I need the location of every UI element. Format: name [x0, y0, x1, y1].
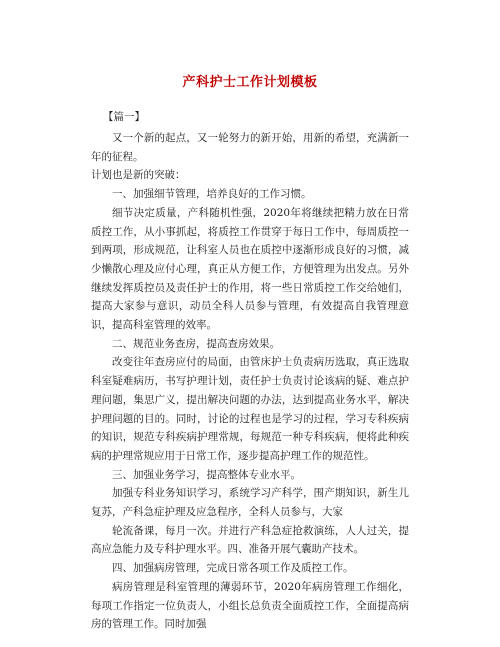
- paragraph: 改变往年查房应付的局面，由管床护士负责病历选取，真正选取科室疑难病历，书写护理计划，责任护士负责讨论该病的疑、难点护理问题，集思广义，提出解决问题的办法，达到提高业务水平，解决护理问题的目的。同时，讨论的过程也是学习的过程，学习专科疾病的知识，规范专科疾病护理常规，每规范一种专科疾病，便将此种疾病的护理常规应用于日常工作，逐步提高护理工作的规范性。: [91, 356, 409, 462]
- paragraph: 二、规范业务查房，提高查房效果。: [112, 337, 280, 350]
- paragraph: 又一个新的起点，又一轮努力的新开始，用新的希望，充满新一年的征程。: [91, 132, 409, 163]
- paragraph: 加强专科业务知识学习，系统学习产科学，围产期知识，新生儿复苏，产科急症护理及应急程序，全科人员参与，大家: [91, 487, 409, 519]
- document-title: 产科护士工作计划模板: [182, 75, 318, 90]
- paragraph: 病房管理是科室管理的薄弱环节，2020年病房管理工作细化，每项工作指定一位负责人，小组长总负责全面质控工作，全面提高病房的管理工作。同时加强: [91, 580, 409, 631]
- paragraph: 一、加强细节管理，培养良好的工作习惯。: [112, 188, 312, 201]
- paragraph: 三、加强业务学习，提高整体专业水平。: [112, 468, 301, 481]
- section-label: 【篇一】: [103, 111, 145, 123]
- paragraph: 四、加强病房管理，完成日常各项工作及质控工作。: [112, 562, 354, 575]
- paragraph: 轮流备课，每月一次。并进行产科急症抢救演练，人人过关，提高应急能力及专科护理水平。四、准备开展气囊助产技术。: [91, 524, 409, 556]
- paragraph: 细节决定质量，产科随机性强，2020年将继续把精力放在日常质控工作，从小事抓起，将质控工作贯穿于每日工作中，每周质控一到两项，形成规范，让科室人员也在质控中逐渐形成良好的习惯，减少懒散心理及应付心理，真正从方便工作，方便管理为出发点。另外继续发挥质控员及责任护士的作用，将一些日常质控工作交给她们，提高大家参与意识，动员全科人员参与管理，有效提高自我管理意识，提高科室管理的效率。: [91, 206, 409, 332]
- document-body: [91, 129, 409, 634]
- paragraph: 计划也是新的突破：: [91, 169, 186, 182]
